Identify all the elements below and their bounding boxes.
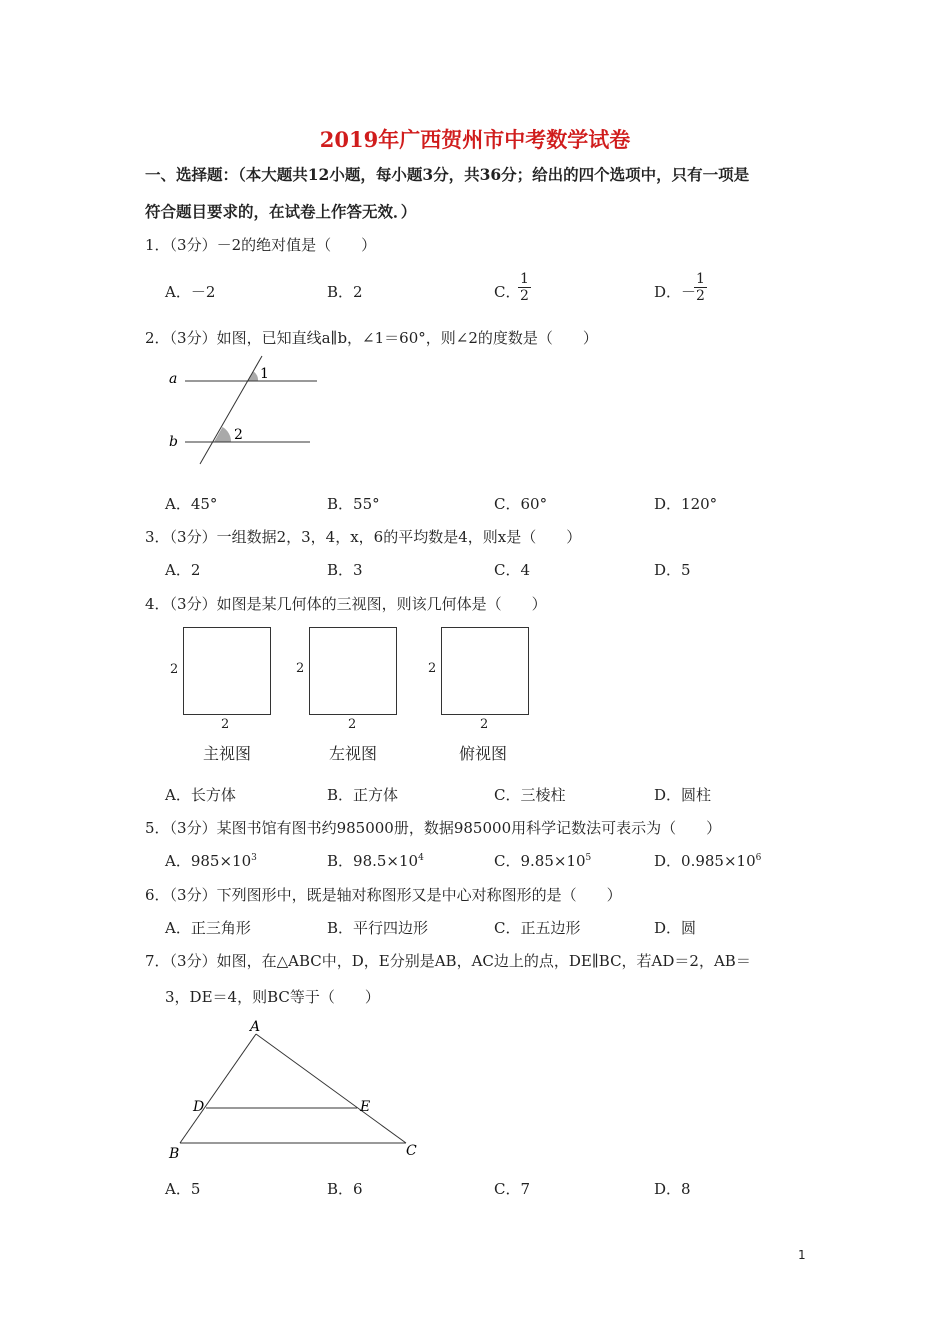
q4-option-a: A．长方体 (165, 786, 236, 804)
label-b: b (169, 434, 178, 450)
q5-option-c (494, 850, 591, 871)
left-view-bottom-dim: 2 (348, 717, 357, 732)
option-exponent: 4 (418, 853, 424, 863)
q2-option-b: B．55° (327, 495, 380, 513)
question-4-text: 4．（3分）如图是某几何体的三视图，则该几何体是（ ） (145, 595, 547, 613)
q3-option-d: D．5 (654, 561, 691, 579)
label-D: D (193, 1099, 205, 1115)
q1-option-a: A．－2 (165, 283, 216, 301)
q7-option-d: D．8 (654, 1180, 691, 1198)
label-angle-1: 1 (260, 366, 269, 382)
question-2-text: 2．（3分）如图，已知直线a∥b，∠1＝60°，则∠2的度数是（ ） (145, 329, 598, 347)
question-7-text-line1: 7．（3分）如图，在△ABC中，D，E分别是AB，AC边上的点，DE∥BC，若AD＝2，AB＝ (145, 952, 751, 970)
question-3-text: 3．（3分）一组数据2，3，4，x，6的平均数是4，则x是（ ） (145, 528, 582, 546)
q6-option-b: B．平行四边形 (327, 919, 429, 937)
question-7-text-line2: 3，DE＝4，则BC等于（ ） (165, 988, 380, 1006)
section-header-line2: 符合题目要求的，在试卷上作答无效．） (145, 202, 417, 221)
left-view-label: 左视图 (329, 744, 378, 763)
q4-option-d: D．圆柱 (654, 786, 712, 804)
q1-option-c: C． (494, 283, 521, 301)
q2-option-a: A．45° (165, 495, 218, 513)
label-B: B (169, 1146, 180, 1162)
front-view-side-dim: 2 (170, 662, 179, 677)
left-view-square (309, 627, 397, 715)
q7-option-a: A．5 (165, 1180, 201, 1198)
q3-option-b: B．3 (327, 561, 363, 579)
label-E: E (360, 1099, 371, 1115)
q1-option-b: B．2 (327, 283, 363, 301)
top-view-side-dim: 2 (428, 661, 437, 676)
q2-parallel-lines-figure (160, 350, 330, 470)
top-view-square (441, 627, 529, 715)
side-ac (256, 1034, 406, 1143)
q5-option-d (654, 850, 761, 871)
option-exponent: 5 (585, 853, 592, 863)
label-a: a (169, 371, 178, 387)
q6-option-d: D．圆 (654, 919, 697, 937)
q6-option-c: C．正五边形 (494, 919, 581, 937)
label-angle-2: 2 (234, 427, 243, 443)
exam-title: 2019年广西贺州市中考数学试卷 (319, 127, 631, 152)
question-6-text: 6．（3分）下列图形中，既是轴对称图形又是中心对称图形的是（ ） (145, 886, 622, 904)
transversal-line (200, 356, 262, 464)
q7-triangle-figure (160, 1015, 430, 1165)
top-view-bottom-dim: 2 (480, 717, 489, 732)
front-view-label: 主视图 (203, 744, 252, 763)
fraction-denominator: 2 (520, 288, 529, 304)
q2-option-d: D．120° (654, 495, 718, 513)
section-header-line1: 一、选择题：（本大题共12小题，每小题3分，共36分；给出的四个选项中，只有一项是 (145, 165, 750, 184)
page-number: 1 (798, 1248, 806, 1262)
front-view-square (183, 627, 271, 715)
label-A: A (250, 1019, 261, 1035)
fraction-numerator: 1 (696, 271, 705, 287)
q4-option-b: B．正方体 (327, 786, 399, 804)
q3-option-a: A．2 (165, 561, 201, 579)
q1-option-d-fraction (694, 271, 707, 304)
angle-1-mark (248, 372, 258, 382)
side-ab (180, 1034, 256, 1143)
q1-option-d: D．－ (654, 283, 697, 301)
question-5-text: 5．（3分）某图书馆有图书约985000册，数据985000用科学记数法可表示为（ ） (145, 819, 722, 837)
option-base: C．9.85×10 (494, 852, 586, 870)
option-base: D．0.985×10 (654, 852, 756, 870)
q5-option-b (327, 850, 424, 871)
q6-option-a: A．正三角形 (165, 919, 251, 937)
q1-option-c-fraction (518, 271, 531, 304)
question-1-text: 1．（3分）－2的绝对值是（ ） (145, 236, 377, 254)
option-exponent: 6 (755, 853, 762, 863)
top-view-label: 俯视图 (459, 744, 508, 763)
option-exponent: 3 (251, 853, 257, 863)
option-base: A．985×10 (165, 852, 252, 870)
q5-option-a (165, 850, 257, 871)
front-view-bottom-dim: 2 (221, 717, 230, 732)
q2-option-c: C．60° (494, 495, 548, 513)
label-C: C (406, 1143, 417, 1159)
q7-option-c: C．7 (494, 1180, 531, 1198)
q4-option-c: C．三棱柱 (494, 786, 566, 804)
option-base: B．98.5×10 (327, 852, 419, 870)
q3-option-c: C．4 (494, 561, 531, 579)
fraction-denominator: 2 (696, 288, 705, 304)
q7-option-b: B．6 (327, 1180, 363, 1198)
left-view-side-dim: 2 (296, 661, 305, 676)
fraction-numerator: 1 (520, 271, 529, 287)
